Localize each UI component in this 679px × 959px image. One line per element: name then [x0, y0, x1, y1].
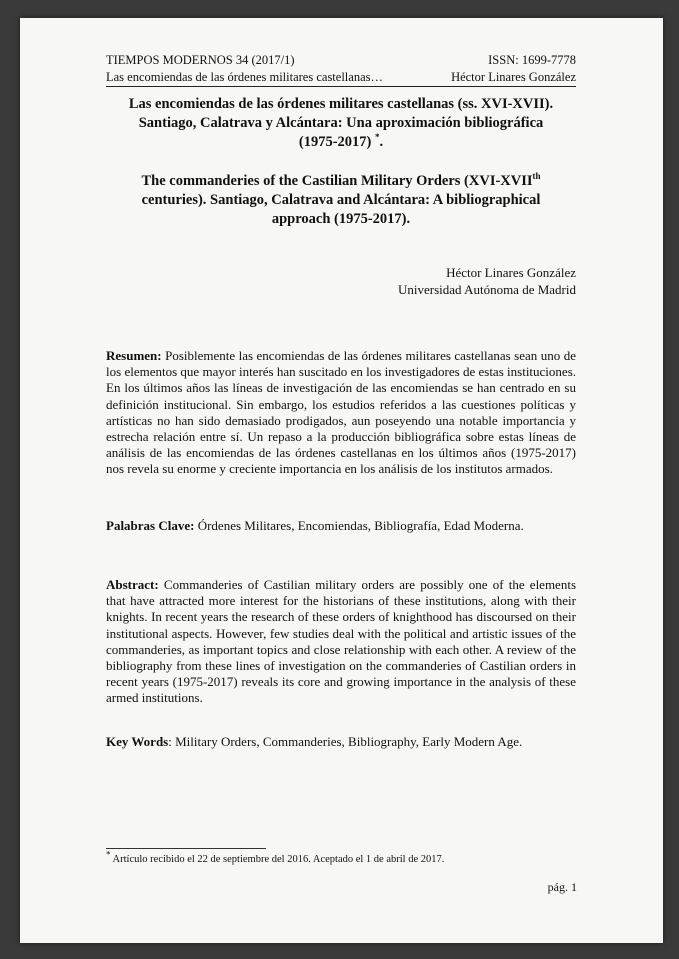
- document-page: [20, 18, 663, 943]
- issn: ISSN: 1699-7778: [488, 53, 576, 67]
- palabras-clave-text: Órdenes Militares, Encomiendas, Bibliografía, Edad Moderna.: [197, 518, 524, 533]
- resumen-label: Resumen:: [106, 348, 162, 363]
- author-name: Héctor Linares González: [446, 265, 576, 280]
- running-author: Héctor Linares González: [451, 70, 576, 84]
- header-rule: [106, 86, 576, 87]
- title-es-line-2: Santiago, Calatrava y Alcántara: Una aproximación bibliográfica: [138, 115, 544, 131]
- keywords-label: Key Words: [106, 734, 169, 749]
- superscript-th: th: [532, 171, 541, 182]
- footnote-mark[interactable]: *: [375, 132, 380, 143]
- keywords-text: : Military Orders, Commanderies, Bibliography, Early Modern Age.: [168, 734, 523, 749]
- title-spanish: Las encomiendas de las órdenes militares castellanas (ss. XVI-XVII). Santiago, Calatrava y Alcántara: Una aproximación bibliográfica (1975-2017) *.: [106, 95, 576, 152]
- keywords-paragraph: [106, 734, 576, 750]
- title-en-line-3: approach (1975-2017).: [271, 211, 411, 227]
- running-title: Las encomiendas de las órdenes militares castellanas…: [106, 70, 383, 84]
- palabras-clave-label: Palabras Clave:: [106, 518, 195, 533]
- title-en-line-1: The commanderies of the Castilian Military Orders (XVI-XVII: [141, 173, 533, 189]
- running-header-line-2: [106, 69, 576, 85]
- resumen-paragraph: [106, 348, 576, 478]
- journal-name: TIEMPOS MODERNOS 34 (2017/1): [106, 53, 295, 67]
- abstract-text: Commanderies of Castilian military orders are possibly one of the elements that have attracted more interest for the historians of these institutions, along with their knights. In recent years the research of these orders of knighthood has discoursed on their institutional aspects. However, few studies deal with the political and artistic issues of the commanderies, as important topics and close relationship with each other. A review of the bibliography from these lines of investigation on the commanderies of Castilian orders in recent years (1975-2017) reveals its core and growing importance in the analysis of these armed institutions.: [106, 577, 577, 706]
- title-english: [106, 172, 576, 229]
- abstract-label: Abstract:: [106, 577, 159, 592]
- footnote: [106, 849, 576, 867]
- running-header-line-1: [106, 52, 576, 68]
- title-es-line-1: Las encomiendas de las órdenes militares castellanas (ss. XVI-XVII).: [128, 96, 554, 112]
- footnote-marker: *: [106, 849, 111, 860]
- page-number: pág. 1: [547, 880, 577, 894]
- footnote-text: Artículo recibido el 22 de septiembre del 2016. Aceptado el 1 de abril de 2017.: [112, 854, 445, 865]
- footnote-rule: [106, 848, 266, 849]
- title-es-line-3: (1975-2017): [298, 134, 372, 150]
- abstract-paragraph: [106, 577, 576, 707]
- resumen-text: Posiblemente las encomiendas de las órdenes militares castellanas sean uno de los elementos que mayor interés han suscitado en los investigadores de estas instituciones. En los últimos años las líneas de investigación de las encomiendas se han centrado en su definición institucional. Sin embargo, los estudios referidos a las cuestiones políticas y artísticas no han sido demasiado prodigados, aun poseyendo una notable importancia y estrecha relación entre sí. Un repaso a la producción bibliográfica sobre estas líneas de análisis de las encomiendas de las órdenes castellanas en los últimos años (1975-2017) nos revela su enorme y creciente importancia en los análisis de los institutos armados.: [106, 348, 577, 477]
- palabras-clave-paragraph: [106, 518, 576, 534]
- author-affiliation: Universidad Autónoma de Madrid: [398, 282, 576, 297]
- title-en-line-2: centuries). Santiago, Calatrava and Alcántara: A bibliographical: [141, 192, 541, 208]
